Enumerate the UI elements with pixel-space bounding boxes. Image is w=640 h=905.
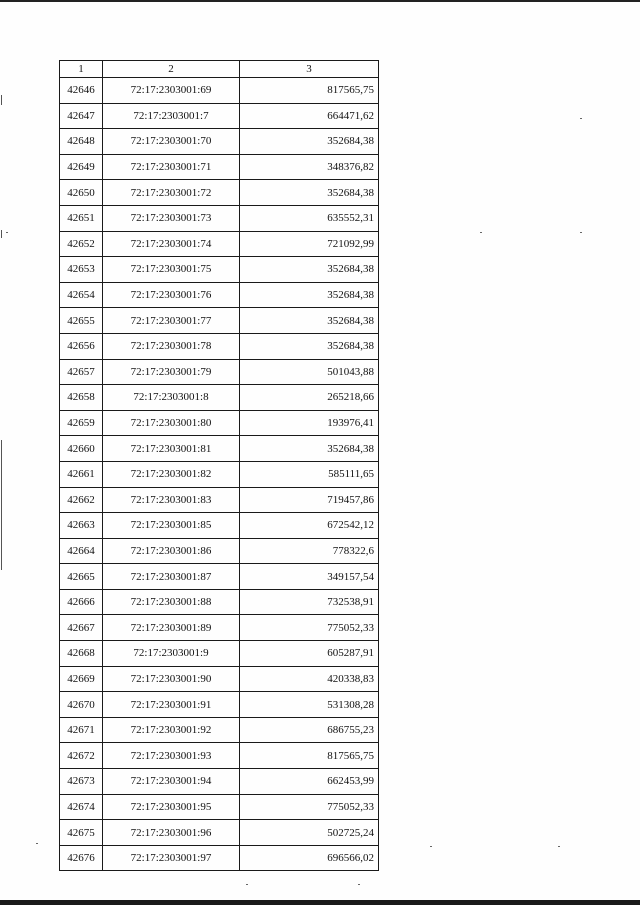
table-row [60,78,379,104]
table-row [60,666,379,692]
row-number-cell: 42654 [60,282,103,308]
value-cell: 775052,33 [240,794,379,820]
cadastral-number-cell: 72:17:2303001:71 [103,154,240,180]
scan-speck [358,884,360,885]
cadastral-number-cell: 72:17:2303001:81 [103,436,240,462]
table-row [60,282,379,308]
cadastral-number-cell: 72:17:2303001:77 [103,308,240,334]
row-number-cell: 42662 [60,487,103,513]
table-row [60,743,379,769]
row-number-cell: 42663 [60,513,103,539]
data-table [59,60,379,871]
value-cell: 721092,99 [240,231,379,257]
scan-speck [6,232,8,233]
value-cell: 352684,38 [240,436,379,462]
value-cell: 352684,38 [240,180,379,206]
row-number-cell: 42673 [60,769,103,795]
row-number-cell: 42651 [60,205,103,231]
scan-speck [480,232,482,233]
table-row [60,359,379,385]
table-row [60,641,379,667]
cadastral-number-cell: 72:17:2303001:83 [103,487,240,513]
value-cell: 352684,38 [240,282,379,308]
value-cell: 775052,33 [240,615,379,641]
row-number-cell: 42670 [60,692,103,718]
value-cell: 664471,62 [240,103,379,129]
cadastral-number-cell: 72:17:2303001:70 [103,129,240,155]
cadastral-number-cell: 72:17:2303001:96 [103,820,240,846]
value-cell: 352684,38 [240,129,379,155]
top-border [0,0,640,2]
cadastral-number-cell: 72:17:2303001:88 [103,589,240,615]
row-number-cell: 42664 [60,538,103,564]
table-row [60,103,379,129]
row-number-cell: 42660 [60,436,103,462]
table-row [60,794,379,820]
cadastral-number-cell: 72:17:2303001:90 [103,666,240,692]
cadastral-number-cell: 72:17:2303001:75 [103,257,240,283]
row-number-cell: 42669 [60,666,103,692]
value-cell: 719457,86 [240,487,379,513]
value-cell: 352684,38 [240,333,379,359]
cadastral-number-cell: 72:17:2303001:74 [103,231,240,257]
cadastral-number-cell: 72:17:2303001:72 [103,180,240,206]
row-number-cell: 42652 [60,231,103,257]
scan-speck [558,846,560,847]
table-row [60,820,379,846]
value-cell: 585111,65 [240,461,379,487]
table-row [60,154,379,180]
cadastral-number-cell: 72:17:2303001:94 [103,769,240,795]
scan-speck [246,884,248,885]
cadastral-number-cell: 72:17:2303001:9 [103,641,240,667]
cadastral-number-cell: 72:17:2303001:82 [103,461,240,487]
table-row [60,333,379,359]
value-cell: 501043,88 [240,359,379,385]
row-number-cell: 42675 [60,820,103,846]
cadastral-number-cell: 72:17:2303001:86 [103,538,240,564]
cadastral-number-cell: 72:17:2303001:78 [103,333,240,359]
cadastral-number-cell: 72:17:2303001:79 [103,359,240,385]
table-row [60,436,379,462]
value-cell: 352684,38 [240,308,379,334]
row-number-cell: 42676 [60,845,103,871]
cadastral-number-cell: 72:17:2303001:92 [103,717,240,743]
table-body [60,78,379,871]
cadastral-number-cell: 72:17:2303001:80 [103,410,240,436]
table-row [60,129,379,155]
row-number-cell: 42649 [60,154,103,180]
cadastral-number-cell: 72:17:2303001:7 [103,103,240,129]
table-row [60,257,379,283]
bottom-border [0,900,640,905]
scan-mark [1,230,2,238]
row-number-cell: 42659 [60,410,103,436]
cadastral-number-cell: 72:17:2303001:85 [103,513,240,539]
row-number-cell: 42668 [60,641,103,667]
value-cell: 686755,23 [240,717,379,743]
cadastral-number-cell: 72:17:2303001:97 [103,845,240,871]
scan-speck [580,232,582,233]
row-number-cell: 42655 [60,308,103,334]
cadastral-number-cell: 72:17:2303001:76 [103,282,240,308]
table-row [60,180,379,206]
table-row [60,487,379,513]
cadastral-number-cell: 72:17:2303001:91 [103,692,240,718]
row-number-cell: 42661 [60,461,103,487]
table-row [60,461,379,487]
table-row [60,589,379,615]
cadastral-number-cell: 72:17:2303001:95 [103,794,240,820]
value-cell: 348376,82 [240,154,379,180]
row-number-cell: 42666 [60,589,103,615]
cadastral-number-cell: 72:17:2303001:93 [103,743,240,769]
row-number-cell: 42646 [60,78,103,104]
table-row [60,513,379,539]
table-row [60,564,379,590]
table-row [60,410,379,436]
value-cell: 352684,38 [240,257,379,283]
row-number-cell: 42657 [60,359,103,385]
scan-speck [430,846,432,847]
table-row [60,845,379,871]
table-row [60,231,379,257]
cadastral-number-cell: 72:17:2303001:69 [103,78,240,104]
table-row [60,308,379,334]
value-cell: 605287,91 [240,641,379,667]
scan-mark [1,95,2,105]
row-number-cell: 42671 [60,717,103,743]
table-row [60,769,379,795]
value-cell: 265218,66 [240,385,379,411]
row-number-cell: 42658 [60,385,103,411]
table-row [60,385,379,411]
row-number-cell: 42667 [60,615,103,641]
cadastral-number-cell: 72:17:2303001:89 [103,615,240,641]
table-row [60,692,379,718]
value-cell: 672542,12 [240,513,379,539]
column-header-3: 3 [240,61,379,78]
row-number-cell: 42650 [60,180,103,206]
scan-speck [580,118,582,119]
value-cell: 817565,75 [240,743,379,769]
value-cell: 502725,24 [240,820,379,846]
table-row [60,615,379,641]
row-number-cell: 42648 [60,129,103,155]
column-header-1: 1 [60,61,103,78]
value-cell: 349157,54 [240,564,379,590]
cadastral-number-cell: 72:17:2303001:87 [103,564,240,590]
row-number-cell: 42656 [60,333,103,359]
value-cell: 817565,75 [240,78,379,104]
table-row [60,205,379,231]
table-row [60,717,379,743]
row-number-cell: 42665 [60,564,103,590]
value-cell: 193976,41 [240,410,379,436]
value-cell: 420338,83 [240,666,379,692]
scan-speck [36,843,38,844]
value-cell: 662453,99 [240,769,379,795]
row-number-cell: 42674 [60,794,103,820]
table-row [60,538,379,564]
cadastral-number-cell: 72:17:2303001:73 [103,205,240,231]
cadastral-number-cell: 72:17:2303001:8 [103,385,240,411]
value-cell: 531308,28 [240,692,379,718]
value-cell: 778322,6 [240,538,379,564]
value-cell: 696566,02 [240,845,379,871]
scan-mark [1,440,2,570]
column-header-2: 2 [103,61,240,78]
row-number-cell: 42647 [60,103,103,129]
value-cell: 732538,91 [240,589,379,615]
row-number-cell: 42653 [60,257,103,283]
header-row [60,61,379,78]
value-cell: 635552,31 [240,205,379,231]
row-number-cell: 42672 [60,743,103,769]
